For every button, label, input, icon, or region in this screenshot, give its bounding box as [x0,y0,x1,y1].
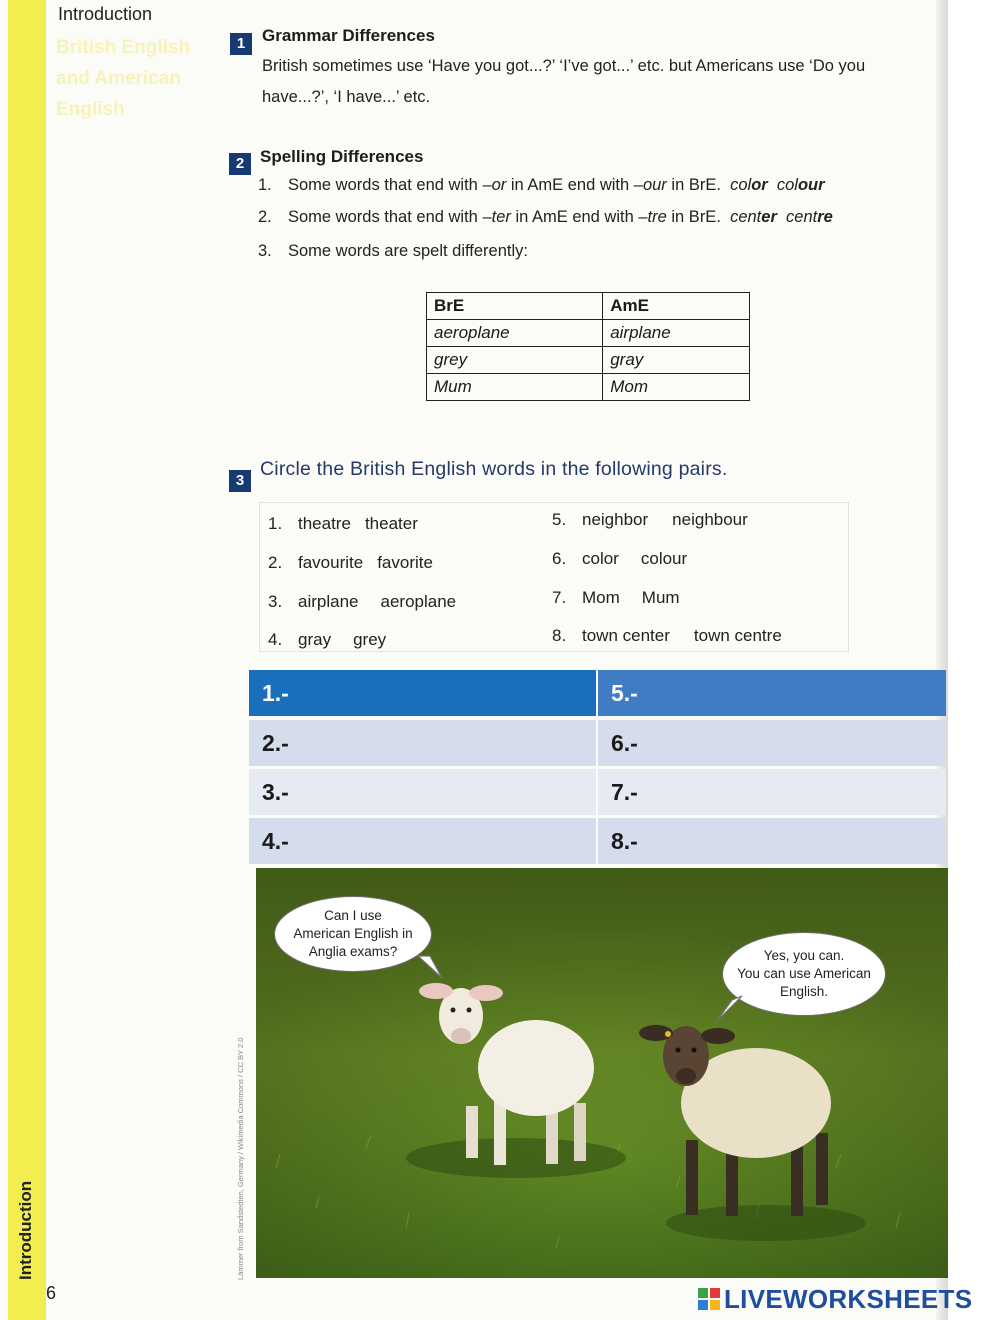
table-header-row [427,293,750,320]
table-cell: grey [427,347,603,374]
table-header-ame: AmE [603,293,750,320]
spine-label: Introduction [16,1180,35,1280]
spelling-table [426,292,750,401]
answer-field-6[interactable]: 6.- [598,720,946,766]
section-1-line-1: British sometimes use ‘Have you got...?’ ‘I’ve got...’ etc. but Americans use ‘Do you [262,57,866,75]
spelling-rule-2: 2. Some words that end with –ter in AmE end with –tre in BrE. center centre [258,208,833,226]
speech-bubble-left: Can I use American English in Anglia exams? [274,896,432,972]
speech-bubble-right: Yes, you can. You can use American English. [722,932,886,1016]
liveworksheets-wordmark: LIVEWORKSHEETS [724,1283,973,1314]
section-3-badge: 3 [229,470,251,492]
page-number: 6 [46,1283,57,1303]
answer-field-1[interactable]: 1.- [249,670,596,716]
speech-bubble-left-tail [416,954,446,980]
word-pairs-box [259,502,849,652]
answer-field-3[interactable]: 3.- [249,769,596,815]
table-cell: aeroplane [427,320,603,347]
table-cell: Mum [427,374,603,401]
table-header-bre: BrE [427,293,603,320]
photo-credit: Lämmer from Sandstedten, Germany / Wikimedia Commons / CC BY 2.0 [236,1037,245,1280]
word-pair: 5. neighbor neighbour [552,510,748,529]
word-pair: 6. color colour [552,549,688,568]
answer-field-4[interactable]: 4.- [249,818,596,864]
sidebar-yellow-stripe [8,0,46,1320]
liveworksheets-grid-icon [698,1288,720,1310]
answer-field-2[interactable]: 2.- [249,720,596,766]
sidebar-ghost-title: British English and American English [56,37,191,120]
section-2-badge: 2 [229,153,251,175]
speech-bubble-right-tail [712,994,746,1024]
section-1-badge: 1 [230,33,252,55]
answer-grid [249,670,946,865]
word-pair: 4. gray grey [268,630,387,649]
word-pair: 3. airplane aeroplane [268,592,457,611]
section-1-title: Grammar Differences [262,26,435,45]
answer-field-7[interactable]: 7.- [598,769,946,815]
table-cell: Mom [603,374,750,401]
table-row [427,347,750,374]
section-2-title: Spelling Differences [260,147,424,166]
table-row [427,374,750,401]
spelling-rule-3: 3. Some words are spelt differently: [258,242,528,260]
section-1-line-2: have...?’, ‘I have...’ etc. [262,88,431,106]
answer-field-5[interactable]: 5.- [598,670,946,716]
spelling-rule-1: 1. Some words that end with –or in AmE end with –our in BrE. color colour [258,176,825,194]
table-cell: airplane [603,320,750,347]
exercise-instruction: Circle the British English words in the following pairs. [260,458,728,480]
word-pair: 1. theatre theater [268,514,418,533]
lambs-photo [256,868,948,1278]
word-pair: 2. favourite favorite [268,553,433,572]
table-cell: gray [603,347,750,374]
word-pair: 8. town center town centre [552,626,782,645]
table-row [427,320,750,347]
sidebar-heading: Introduction [58,4,153,24]
liveworksheets-logo[interactable] [698,1284,972,1314]
answer-field-8[interactable]: 8.- [598,818,946,864]
word-pair: 7. Mom Mum [552,588,680,607]
